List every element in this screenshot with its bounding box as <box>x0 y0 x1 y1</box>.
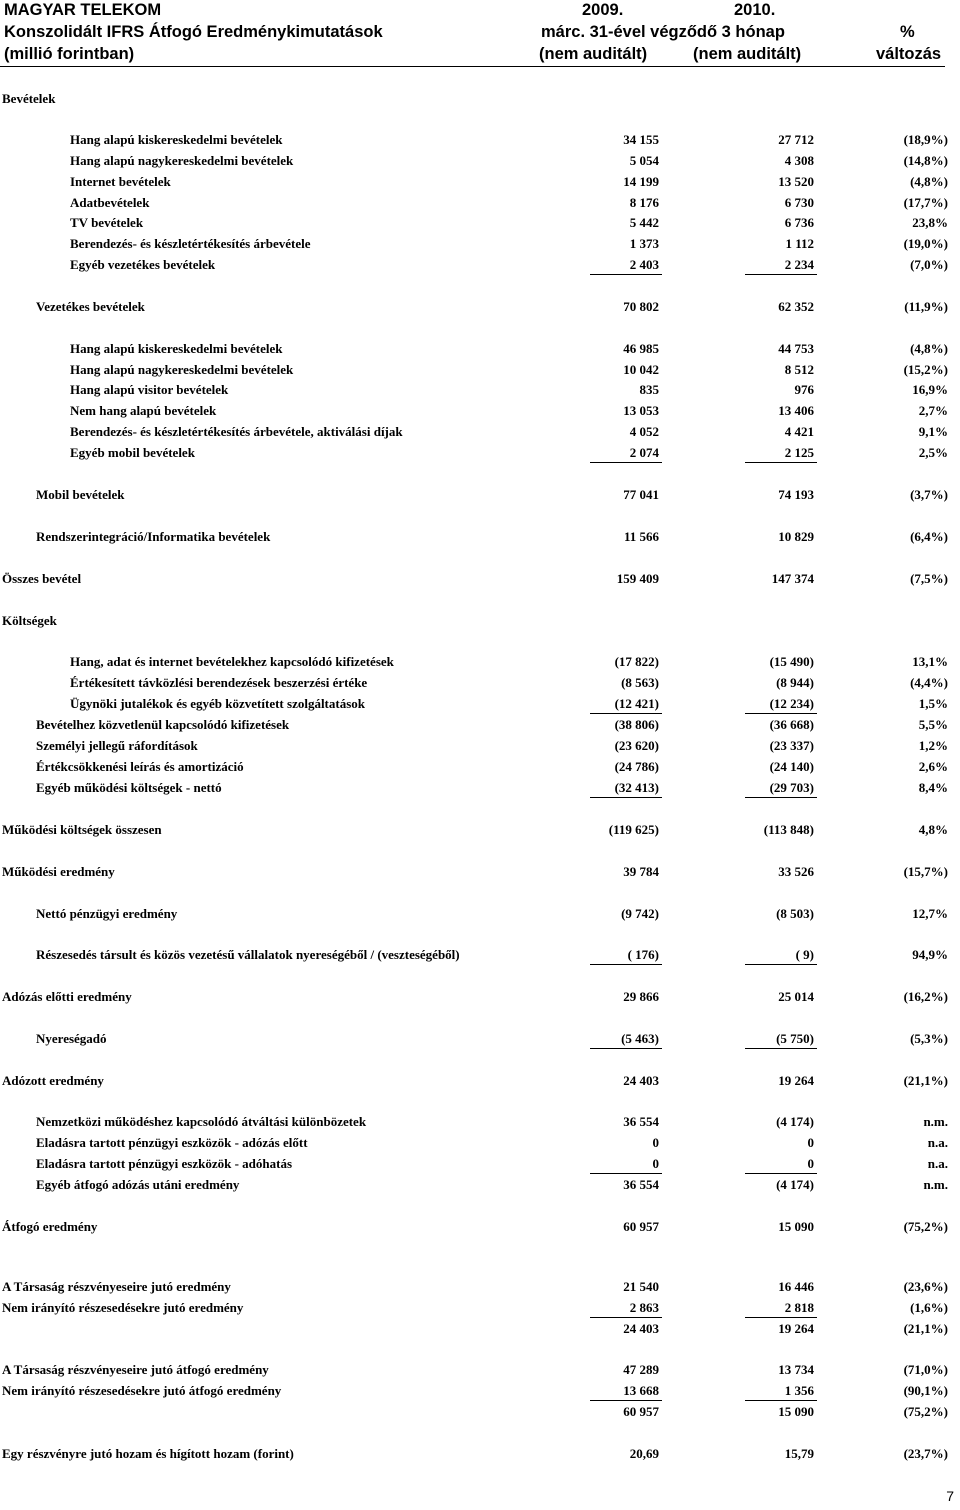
statement-row <box>0 778 960 798</box>
year-2010: 2010. <box>734 1 776 19</box>
statement-row <box>0 172 960 192</box>
row-label: Bevételek <box>2 91 56 106</box>
unit-label: (millió forintban) <box>4 45 135 63</box>
value-2010: 6 736 <box>784 215 814 230</box>
row-label: Működési eredmény <box>2 864 115 879</box>
percent-change: (15,2%) <box>903 362 948 377</box>
value-2010: ( 9) <box>795 947 814 962</box>
value-2009: 70 802 <box>623 299 659 314</box>
row-label: Eladásra tartott pénzügyi eszközök - adózás előtt <box>36 1135 308 1150</box>
value-2010: 1 356 <box>784 1383 814 1398</box>
row-label: Hang alapú kiskereskedelmi bevételek <box>70 132 283 147</box>
statement-row <box>0 422 960 442</box>
percent-change: n.a. <box>927 1135 948 1150</box>
percent-change: (23,7%) <box>903 1446 948 1461</box>
value-2010: 13 520 <box>778 174 814 189</box>
value-2010: 147 374 <box>771 571 814 586</box>
value-2009: 1 373 <box>629 236 659 251</box>
change-label: változás <box>876 45 942 63</box>
value-2009: 8 176 <box>629 195 659 210</box>
value-2009: 2 403 <box>629 257 659 272</box>
subtotal-rule-2009 <box>590 797 662 798</box>
subtotal-rule-2009 <box>590 964 662 965</box>
percent-change: (7,5%) <box>910 571 948 586</box>
row-label: Adatbevételek <box>70 195 150 210</box>
value-2010: 1 112 <box>785 236 814 251</box>
value-2010: 19 264 <box>778 1073 814 1088</box>
row-label: Személyi jellegű ráfordítások <box>36 738 198 753</box>
value-2009: 2 863 <box>629 1300 659 1315</box>
subtotal-rule-2010 <box>745 713 817 714</box>
value-2010: 8 512 <box>784 362 814 377</box>
row-label: Hang alapú visitor bevételek <box>70 382 229 397</box>
percent-change: (1,6%) <box>910 1300 948 1315</box>
row-label: Adózás előtti eredmény <box>2 989 132 1004</box>
percent-change: (75,2%) <box>903 1219 948 1234</box>
value-2009: ( 176) <box>627 947 659 962</box>
statement-row <box>0 1381 960 1401</box>
row-label: Adózott eredmény <box>2 1073 104 1088</box>
statement-row <box>0 736 960 756</box>
value-2010: (29 703) <box>769 780 814 795</box>
statement-row <box>0 1154 960 1174</box>
value-2009: (23 620) <box>614 738 659 753</box>
value-2010: 27 712 <box>778 132 814 147</box>
statement-row <box>0 1071 960 1091</box>
value-2010: 0 <box>807 1156 814 1171</box>
value-2010: (113 848) <box>763 822 814 837</box>
audit-label-2009: (nem auditált) <box>539 45 648 63</box>
statement-row <box>0 380 960 400</box>
row-label: Ügynöki jutalékok és egyéb közvetített szolgáltatások <box>70 696 366 711</box>
subtotal-rule-2009 <box>590 274 662 275</box>
value-2009: (32 413) <box>614 780 659 795</box>
row-label: Értékesített távközlési berendezések beszerzési értéke <box>70 675 368 690</box>
subtotal-rule-2009 <box>590 1048 662 1049</box>
statement-row <box>0 193 960 213</box>
statement-row <box>0 1444 960 1464</box>
statement-row <box>0 339 960 359</box>
percent-change: (19,0%) <box>903 236 948 251</box>
subtotal-rule-2010 <box>745 274 817 275</box>
percent-change: 13,1% <box>912 654 948 669</box>
year-2009: 2009. <box>582 1 624 19</box>
statement-row <box>0 611 960 631</box>
row-label: Nettó pénzügyi eredmény <box>36 906 178 921</box>
percent-change: (71,0%) <box>903 1362 948 1377</box>
statement-title: Konszolidált IFRS Átfogó Eredménykimutatások <box>4 23 383 41</box>
value-2009: (9 742) <box>621 906 659 921</box>
value-2010: 6 730 <box>784 195 814 210</box>
value-2009: 159 409 <box>616 571 659 586</box>
subtotal-rule-2009 <box>590 1400 662 1401</box>
value-2010: 13 734 <box>778 1362 814 1377</box>
statement-row <box>0 757 960 777</box>
row-label: Működési költségek összesen <box>2 822 162 837</box>
percent-change: (11,9%) <box>904 299 948 314</box>
statement-row <box>0 987 960 1007</box>
row-label: A Társaság részvényeseire jutó átfogó eredmény <box>2 1362 269 1377</box>
value-2009: 60 957 <box>623 1219 659 1234</box>
value-2009: 5 442 <box>629 215 659 230</box>
percent-change: 2,7% <box>918 403 948 418</box>
statement-row <box>0 213 960 233</box>
value-2010: 15 090 <box>778 1219 814 1234</box>
value-2009: 2 074 <box>629 445 659 460</box>
percent-change: 2,6% <box>918 759 948 774</box>
value-2010: 74 193 <box>778 487 814 502</box>
value-2010: (8 944) <box>776 675 814 690</box>
value-2009: (8 563) <box>621 675 659 690</box>
value-2009: 21 540 <box>623 1279 659 1294</box>
percent-change: 94,9% <box>912 947 948 962</box>
statement-row <box>0 1112 960 1132</box>
value-2009: 14 199 <box>623 174 659 189</box>
percent-change: n.a. <box>927 1156 948 1171</box>
percent-change: 5,5% <box>918 717 948 732</box>
value-2010: 2 125 <box>784 445 814 460</box>
row-label: Rendszerintegráció/Informatika bevételek <box>36 529 271 544</box>
subtotal-rule-2010 <box>745 462 817 463</box>
percent-symbol: % <box>900 23 915 41</box>
audit-label-2010: (nem auditált) <box>693 45 802 63</box>
value-2009: (12 421) <box>614 696 659 711</box>
percent-change: (18,9%) <box>903 132 948 147</box>
value-2010: 2 234 <box>784 257 814 272</box>
statement-row <box>0 569 960 589</box>
statement-row <box>0 1402 960 1422</box>
statement-row <box>0 297 960 317</box>
statement-row <box>0 1133 960 1153</box>
subtotal-rule-2010 <box>745 797 817 798</box>
row-label: Egyéb átfogó adózás utáni eredmény <box>36 1177 240 1192</box>
percent-change: (3,7%) <box>910 487 948 502</box>
statement-row <box>0 443 960 463</box>
row-label: Hang alapú kiskereskedelmi bevételek <box>70 341 283 356</box>
statement-row <box>0 820 960 840</box>
statement-row <box>0 527 960 547</box>
value-2009: 11 566 <box>623 529 659 544</box>
value-2009: 24 403 <box>623 1321 659 1336</box>
row-label: Vezetékes bevételek <box>36 299 145 314</box>
statement-row <box>0 1175 960 1195</box>
row-label: Egy részvényre jutó hozam és hígított hozam (forint) <box>2 1446 294 1461</box>
value-2009: 5 054 <box>629 153 659 168</box>
subtotal-rule-2010 <box>745 1173 817 1174</box>
value-2010: 0 <box>807 1135 814 1150</box>
value-2009: 39 784 <box>623 864 659 879</box>
value-2009: 29 866 <box>623 989 659 1004</box>
value-2009: 47 289 <box>623 1362 659 1377</box>
value-2009: (24 786) <box>614 759 659 774</box>
row-label: Egyéb vezetékes bevételek <box>70 257 216 272</box>
value-2009: (38 806) <box>614 717 659 732</box>
value-2010: 15 090 <box>778 1404 814 1419</box>
percent-change: n.m. <box>923 1177 948 1192</box>
subtotal-rule-2010 <box>745 1048 817 1049</box>
statement-row <box>0 1277 960 1297</box>
statement-row <box>0 151 960 171</box>
row-label: Részesedés társult és közös vezetésű vállalatok nyereségéből / (veszteségéből) <box>36 947 460 962</box>
statement-row <box>0 485 960 505</box>
value-2009: 13 053 <box>623 403 659 418</box>
statement-row <box>0 652 960 672</box>
value-2009: 60 957 <box>623 1404 659 1419</box>
percent-change: 12,7% <box>912 906 948 921</box>
percent-change: 8,4% <box>918 780 948 795</box>
row-label: Mobil bevételek <box>36 487 125 502</box>
value-2009: 835 <box>639 382 659 397</box>
value-2009: (17 822) <box>614 654 659 669</box>
statement-row <box>0 1217 960 1237</box>
value-2010: (4 174) <box>776 1114 814 1129</box>
row-label: TV bevételek <box>70 215 144 230</box>
row-label: Hang alapú nagykereskedelmi bevételek <box>70 362 294 377</box>
value-2010: (36 668) <box>769 717 814 732</box>
percent-change: (75,2%) <box>903 1404 948 1419</box>
percent-change: (4,8%) <box>910 341 948 356</box>
percent-change: (4,4%) <box>910 675 948 690</box>
value-2010: 62 352 <box>778 299 814 314</box>
statement-row <box>0 673 960 693</box>
value-2009: 20,69 <box>629 1446 659 1461</box>
value-2010: 25 014 <box>778 989 814 1004</box>
statement-row <box>0 1029 960 1049</box>
subtotal-rule-2009 <box>590 1173 662 1174</box>
value-2009: 13 668 <box>623 1383 659 1398</box>
value-2010: (8 503) <box>776 906 814 921</box>
value-2010: 19 264 <box>778 1321 814 1336</box>
row-label: Berendezés- és készletértékesítés árbevétele, aktiválási díjak <box>70 424 403 439</box>
value-2010: 44 753 <box>778 341 814 356</box>
subtotal-rule-2009 <box>590 1317 662 1318</box>
statement-row <box>0 360 960 380</box>
subtotal-rule-2010 <box>745 1400 817 1401</box>
row-label: Berendezés- és készletértékesítés árbevétele <box>70 236 311 251</box>
percent-change: (7,0%) <box>910 257 948 272</box>
subtotal-rule-2009 <box>590 462 662 463</box>
row-label: Nyereségadó <box>36 1031 107 1046</box>
percent-change: 2,5% <box>918 445 948 460</box>
row-label: Nemzetközi működéshez kapcsolódó átváltási különbözetek <box>36 1114 367 1129</box>
percent-change: 16,9% <box>912 382 948 397</box>
period-label: márc. 31-ével végződő 3 hónap <box>541 23 785 41</box>
percent-change: (16,2%) <box>903 989 948 1004</box>
row-label: Nem irányító részesedésekre jutó eredmény <box>2 1300 244 1315</box>
value-2010: 15,79 <box>784 1446 814 1461</box>
value-2009: 4 052 <box>629 424 659 439</box>
statement-row <box>0 234 960 254</box>
percent-change: 4,8% <box>918 822 948 837</box>
value-2009: 0 <box>652 1135 659 1150</box>
value-2010: (4 174) <box>776 1177 814 1192</box>
statement-row <box>0 1319 960 1339</box>
value-2009: (119 625) <box>608 822 659 837</box>
value-2010: 13 406 <box>778 403 814 418</box>
statement-row <box>0 401 960 421</box>
percent-change: (6,4%) <box>910 529 948 544</box>
company-name: MAGYAR TELEKOM <box>4 1 162 19</box>
percent-change: (5,3%) <box>910 1031 948 1046</box>
percent-change: 23,8% <box>912 215 948 230</box>
subtotal-rule-2010 <box>745 964 817 965</box>
value-2009: 34 155 <box>623 132 659 147</box>
percent-change: (17,7%) <box>903 195 948 210</box>
row-label: Hang, adat és internet bevételekhez kapcsolódó kifizetések <box>70 654 394 669</box>
percent-change: (21,1%) <box>903 1073 948 1088</box>
row-label: Átfogó eredmény <box>2 1219 98 1234</box>
value-2009: 24 403 <box>623 1073 659 1088</box>
value-2010: 976 <box>794 382 814 397</box>
value-2010: (5 750) <box>776 1031 814 1046</box>
row-label: Eladásra tartott pénzügyi eszközök - adóhatás <box>36 1156 293 1171</box>
row-label: Értékcsökkenési leírás és amortizáció <box>36 759 244 774</box>
row-label: Hang alapú nagykereskedelmi bevételek <box>70 153 294 168</box>
subtotal-rule-2010 <box>745 1317 817 1318</box>
subtotal-rule-2009 <box>590 713 662 714</box>
percent-change: (21,1%) <box>903 1321 948 1336</box>
value-2009: (5 463) <box>621 1031 659 1046</box>
value-2009: 0 <box>652 1156 659 1171</box>
statement-row <box>0 130 960 150</box>
statement-row <box>0 904 960 924</box>
statement-row <box>0 715 960 735</box>
value-2010: 33 526 <box>778 864 814 879</box>
percent-change: (23,6%) <box>903 1279 948 1294</box>
value-2009: 36 554 <box>623 1114 659 1129</box>
value-2010: 2 818 <box>784 1300 814 1315</box>
value-2009: 77 041 <box>623 487 659 502</box>
statement-row <box>0 89 960 109</box>
percent-change: 1,5% <box>918 696 948 711</box>
value-2010: (12 234) <box>769 696 814 711</box>
statement-row <box>0 1298 960 1318</box>
statement-row <box>0 694 960 714</box>
row-label: Egyéb működési költségek - nettó <box>36 780 222 795</box>
row-label: Internet bevételek <box>70 174 171 189</box>
percent-change: (4,8%) <box>910 174 948 189</box>
row-label: Egyéb mobil bevételek <box>70 445 195 460</box>
value-2010: (15 490) <box>769 654 814 669</box>
statement-row <box>0 1360 960 1380</box>
header-divider <box>0 66 945 67</box>
row-label: A Társaság részvényeseire jutó eredmény <box>2 1279 231 1294</box>
statement-row <box>0 945 960 965</box>
row-label: Nem hang alapú bevételek <box>70 403 217 418</box>
statement-row <box>0 255 960 275</box>
value-2009: 46 985 <box>623 341 659 356</box>
value-2009: 10 042 <box>623 362 659 377</box>
percent-change: n.m. <box>923 1114 948 1129</box>
percent-change: (90,1%) <box>903 1383 948 1398</box>
value-2010: 4 421 <box>784 424 814 439</box>
row-label: Nem irányító részesedésekre jutó átfogó eredmény <box>2 1383 282 1398</box>
row-label: Költségek <box>2 613 57 628</box>
report-header <box>0 0 960 70</box>
value-2010: (23 337) <box>769 738 814 753</box>
value-2009: 36 554 <box>623 1177 659 1192</box>
page-number: 7 <box>946 1488 954 1504</box>
value-2010: (24 140) <box>769 759 814 774</box>
percent-change: 1,2% <box>918 738 948 753</box>
value-2010: 10 829 <box>778 529 814 544</box>
statement-row <box>0 862 960 882</box>
percent-change: (15,7%) <box>903 864 948 879</box>
percent-change: (14,8%) <box>903 153 948 168</box>
percent-change: 9,1% <box>918 424 948 439</box>
value-2010: 4 308 <box>784 153 814 168</box>
row-label: Bevételhez közvetlenül kapcsolódó kifizetések <box>36 717 290 732</box>
value-2010: 16 446 <box>778 1279 814 1294</box>
row-label: Összes bevétel <box>2 571 82 586</box>
